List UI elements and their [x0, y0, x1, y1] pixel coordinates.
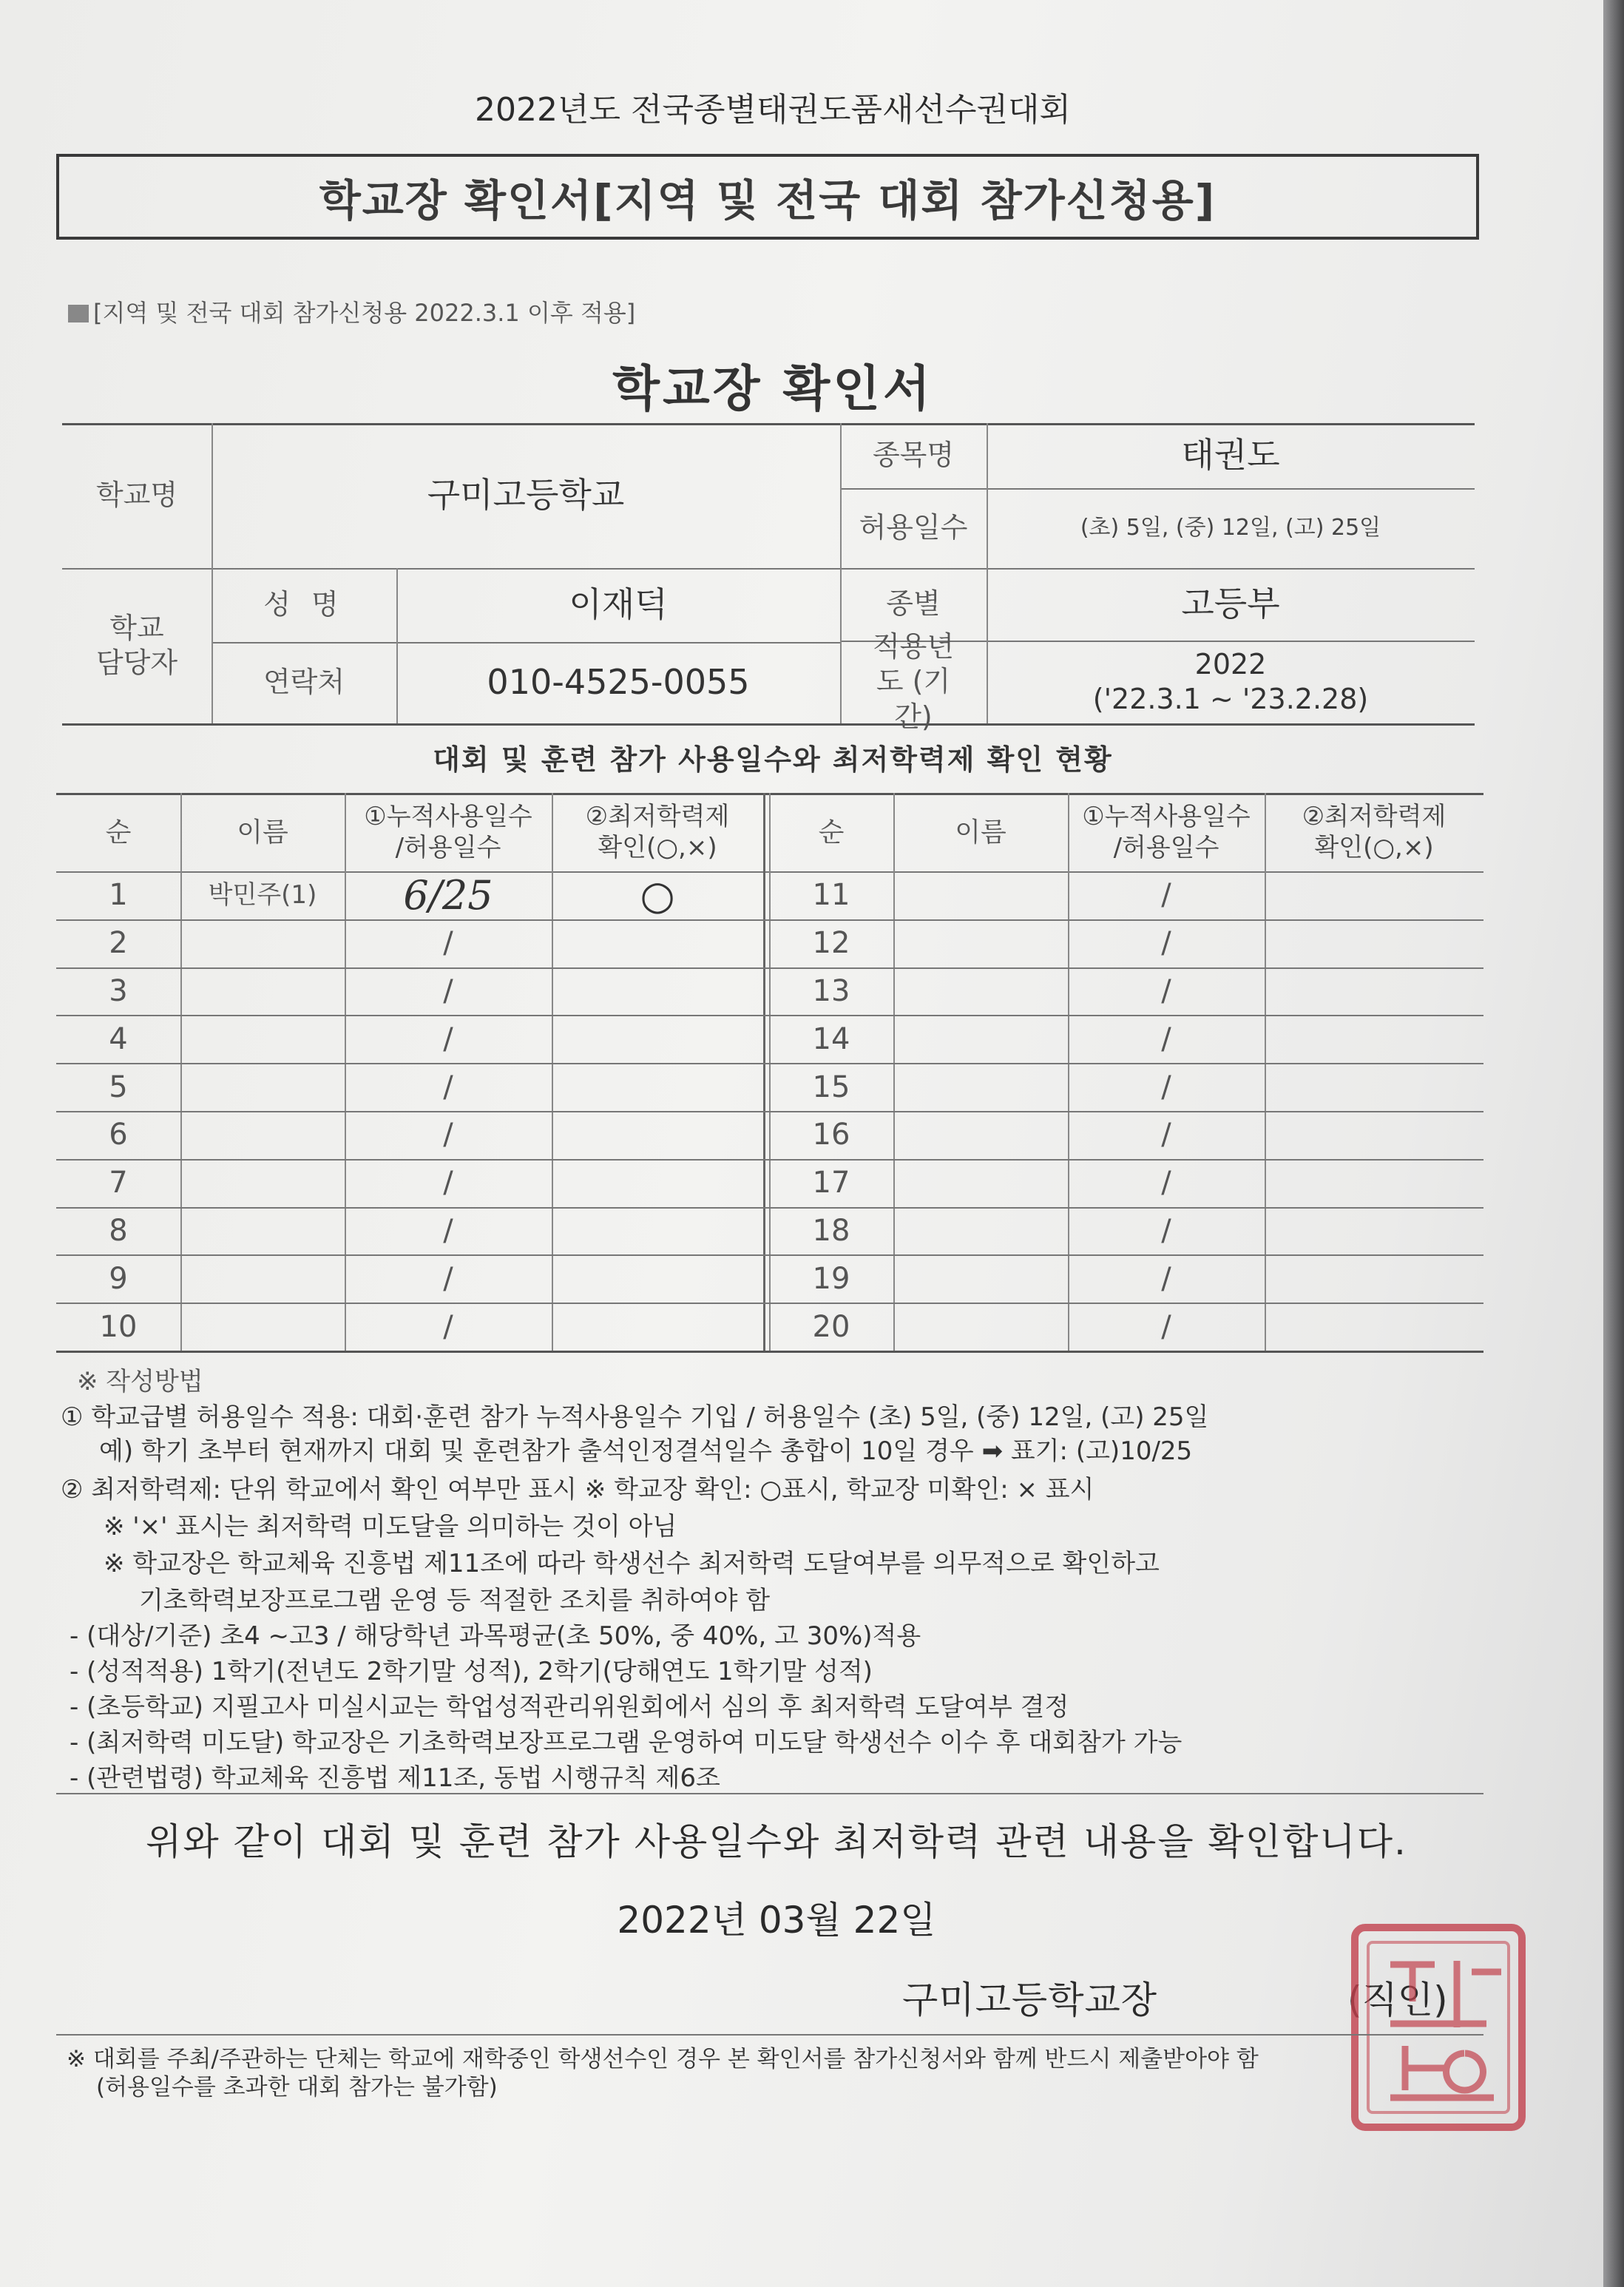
sport-value: 태권도 — [1181, 435, 1280, 476]
header-days-line2: /허용일수 — [395, 833, 501, 862]
right-row-20-days: / — [1161, 1309, 1171, 1344]
instruction-line-5: ※ 학교장은 학교체육 진흥법 제11조에 따라 학생선수 최저학력 도달여부를 의무적으로 확인하고 — [104, 1549, 1160, 1578]
header-days-line2: /허용일수 — [1113, 833, 1219, 862]
header-days-left — [345, 793, 552, 871]
instruction-line-1: ① 학교급별 허용일수 적용: 대회·훈련 참가 누적사용일수 기입 / 허용일수 (초) 5일, (중) 12일, (고) 25일 — [61, 1402, 1209, 1432]
instruction-line-6: 기초학력보장프로그램 운영 등 적절한 조치를 취하여야 함 — [139, 1586, 771, 1615]
right-row-17-days: / — [1161, 1166, 1171, 1200]
left-row-2-no: 2 — [109, 926, 128, 961]
left-row-5-check — [552, 1063, 763, 1111]
phone-label: 연락처 — [263, 666, 345, 699]
event-title: 2022년도 전국종별태권도품새선수권대회 — [474, 91, 1072, 129]
principal-name: 구미고등학교장 — [902, 1979, 1158, 2021]
left-row-7-days: / — [443, 1166, 453, 1200]
left-row-8-check — [552, 1207, 763, 1255]
header-days-line1: ①누적사용일수 — [1082, 801, 1251, 831]
left-row-4-name — [180, 1015, 345, 1063]
right-row-13-name — [893, 967, 1068, 1016]
sport-label: 종목명 — [872, 439, 955, 472]
left-row-1-no: 1 — [109, 878, 128, 913]
name-value: 이재덕 — [569, 584, 668, 625]
right-row-17-name — [893, 1159, 1068, 1207]
right-row-15-no: 15 — [812, 1070, 850, 1104]
right-row-20-no: 20 — [812, 1309, 850, 1344]
right-row-18-days: / — [1161, 1213, 1171, 1248]
instruction-line-3: ② 최저학력제: 단위 학교에서 확인 여부만 표시 ※ 학교장 확인: ○표시, 학교장 미확인: × 표시 — [61, 1475, 1094, 1504]
left-row-3-name — [180, 967, 345, 1016]
right-row-13-days: / — [1161, 973, 1171, 1008]
header-check-right — [1265, 793, 1483, 871]
right-row-14-check — [1265, 1015, 1483, 1063]
header-days-line1: ①누적사용일수 — [364, 801, 532, 831]
right-row-19-check — [1265, 1254, 1483, 1303]
left-row-5-name — [180, 1063, 345, 1111]
right-row-20-name — [893, 1303, 1068, 1351]
right-row-16-no: 16 — [812, 1118, 850, 1152]
contact-group-label: 학교 담당자 — [95, 611, 178, 679]
instruction-line-2: 예) 학기 초부터 현재까지 대회 및 훈련참가 출석인정결석일수 총합이 10일 경우 ➡ 표기: (고)10/25 — [99, 1436, 1193, 1466]
left-row-8-days: / — [443, 1213, 453, 1248]
right-row-16-check — [1265, 1111, 1483, 1159]
left-row-2-check — [552, 919, 763, 967]
right-row-20-check — [1265, 1303, 1483, 1351]
left-row-6-no: 6 — [109, 1118, 128, 1152]
header-check-line2: 확인(○,×) — [598, 833, 717, 862]
document-title: 학교장 확인서 — [612, 360, 933, 417]
left-row-2-days: / — [443, 926, 453, 961]
right-row-15-name — [893, 1063, 1068, 1111]
left-row-10-name — [180, 1303, 345, 1351]
allowed-days-label: 허용일수 — [859, 511, 968, 544]
right-row-19-days: / — [1161, 1261, 1171, 1296]
official-seal-stamp — [1346, 1920, 1531, 2135]
left-row-5-no: 5 — [109, 1070, 128, 1104]
right-row-13-no: 13 — [812, 973, 850, 1008]
year-period-cell — [987, 641, 1475, 723]
left-row-10-no: 10 — [99, 1309, 138, 1344]
right-row-14-name — [893, 1015, 1068, 1063]
right-row-19-no: 19 — [812, 1261, 850, 1296]
right-row-14-days: / — [1161, 1021, 1171, 1056]
left-row-2-name — [180, 919, 345, 967]
period-value: ('22.3.1 ~ '23.2.28) — [1092, 683, 1369, 715]
confirmation-statement: 위와 같이 대회 및 훈련 참가 사용일수와 최저학력 관련 내용을 확인합니다. — [146, 1820, 1407, 1863]
right-row-12-no: 12 — [812, 926, 850, 961]
right-row-14-no: 14 — [812, 1021, 850, 1056]
right-row-18-name — [893, 1207, 1068, 1255]
school-value: 구미고등학교 — [427, 475, 625, 516]
phone-value: 010-4525-0055 — [487, 662, 750, 703]
right-row-18-no: 18 — [812, 1213, 850, 1248]
allowed-days-value: (초) 5일, (중) 12일, (고) 25일 — [1080, 515, 1381, 541]
confirmation-date: 2022년 03월 22일 — [617, 1899, 936, 1942]
header-no-left: 순 — [105, 817, 132, 848]
left-row-4-no: 4 — [109, 1021, 128, 1056]
right-row-11-no: 11 — [812, 878, 850, 913]
left-row-6-check — [552, 1111, 763, 1159]
left-row-7-name — [180, 1159, 345, 1207]
instruction-line-9: - (초등학교) 지필고사 미실시교는 학업성적관리위원회에서 심의 후 최저학력 도달여부 결정 — [70, 1692, 1069, 1722]
left-row-6-name — [180, 1111, 345, 1159]
left-row-6-days: / — [443, 1118, 453, 1152]
header-check-left — [552, 793, 763, 871]
left-row-8-no: 8 — [109, 1213, 128, 1248]
page-edge-shadow — [1603, 0, 1624, 2287]
instructions-title: ※ 작성방법 — [77, 1367, 203, 1396]
right-row-15-check — [1265, 1063, 1483, 1111]
name-label: 성 명 — [263, 588, 345, 621]
left-row-10-days: / — [443, 1309, 453, 1344]
left-row-3-no: 3 — [109, 973, 128, 1008]
left-row-7-no: 7 — [109, 1166, 128, 1200]
left-row-9-no: 9 — [109, 1261, 128, 1296]
year-label: 적용년도 (기간) — [872, 629, 955, 733]
division-label: 종별 — [886, 587, 941, 621]
footer-note-2: (허용일수를 초과한 대회 참가는 불가함) — [96, 2074, 498, 2101]
right-row-11-days: / — [1161, 878, 1171, 913]
header-check-line1: ②최저학력제 — [585, 801, 730, 831]
right-row-12-check — [1265, 919, 1483, 967]
left-row-9-name — [180, 1254, 345, 1303]
instruction-line-7: - (대상/기준) 초4 ~고3 / 해당학년 과목평균(초 50%, 중 40%, 고 30%)적용 — [70, 1621, 921, 1651]
status-heading: 대회 및 훈련 참가 사용일수와 최저학력제 확인 현황 — [433, 743, 1113, 776]
left-row-1-name: 박민주(1) — [208, 880, 317, 911]
left-row-9-days: / — [443, 1261, 453, 1296]
right-row-11-name — [893, 871, 1068, 919]
header-no-right: 순 — [818, 817, 845, 848]
right-row-17-no: 17 — [812, 1166, 850, 1200]
left-row-10-check — [552, 1303, 763, 1351]
left-row-8-name — [180, 1207, 345, 1255]
right-row-15-days: / — [1161, 1070, 1171, 1104]
left-row-1-check: ○ — [640, 871, 675, 919]
year-value: 2022 — [1194, 647, 1267, 680]
right-row-13-check — [1265, 967, 1483, 1016]
left-row-3-days: / — [443, 973, 453, 1008]
square-bullet-icon — [68, 305, 89, 322]
instruction-line-10: - (최저학력 미도달) 학교장은 기초학력보장프로그램 운영하여 미도달 학생선수 이수 후 대회참가 가능 — [70, 1728, 1183, 1757]
school-label: 학교명 — [95, 479, 178, 512]
right-row-12-days: / — [1161, 926, 1171, 961]
left-row-4-days: / — [443, 1021, 453, 1056]
left-row-4-check — [552, 1015, 763, 1063]
applicability-note — [68, 294, 635, 328]
right-row-12-name — [893, 919, 1068, 967]
left-row-7-check — [552, 1159, 763, 1207]
header-days-right — [1068, 793, 1265, 871]
applicability-note-text: [지역 및 전국 대회 참가신청용 2022.3.1 이후 적용] — [93, 299, 636, 327]
footer-note-1: ※ 대회를 주최/주관하는 단체는 학교에 재학중인 학생선수인 경우 본 확인서를 참가신청서와 함께 반드시 제출받아야 함 — [67, 2046, 1259, 2073]
right-row-18-check — [1265, 1207, 1483, 1255]
header-name-right: 이름 — [955, 817, 1006, 848]
seal-label: (직인) — [1347, 1979, 1448, 2021]
instruction-line-11: - (관련법령) 학교체육 진흥법 제11조, 동법 시행규칙 제6조 — [70, 1763, 720, 1793]
left-row-3-check — [552, 967, 763, 1016]
left-row-9-check — [552, 1254, 763, 1303]
box-title: 학교장 확인서[지역 및 전국 대회 참가신청용] — [56, 154, 1479, 240]
header-name-left: 이름 — [237, 817, 288, 848]
header-check-line1: ②최저학력제 — [1302, 801, 1447, 831]
header-check-line2: 확인(○,×) — [1314, 833, 1434, 862]
right-row-16-days: / — [1161, 1118, 1171, 1152]
instruction-line-8: - (성적적용) 1학기(전년도 2학기말 성적), 2학기(당해연도 1학기말 성적) — [70, 1657, 873, 1686]
right-row-11-check — [1265, 871, 1483, 919]
instruction-line-4: ※ '×' 표시는 최저학력 미도달을 의미하는 것이 아님 — [104, 1512, 677, 1541]
right-row-17-check — [1265, 1159, 1483, 1207]
left-row-1-days: 6/25 — [403, 871, 493, 919]
division-value: 고등부 — [1181, 584, 1280, 624]
right-row-16-name — [893, 1111, 1068, 1159]
left-row-5-days: / — [443, 1070, 453, 1104]
right-row-19-name — [893, 1254, 1068, 1303]
